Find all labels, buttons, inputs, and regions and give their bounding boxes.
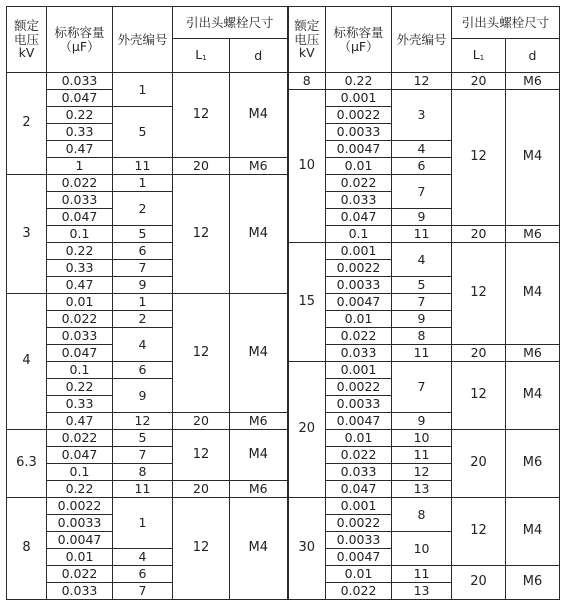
l1-cell: 12 (173, 430, 230, 481)
case-cell: 8 (113, 464, 173, 481)
capacity-cell: 0.022 (47, 175, 113, 192)
d-cell: M4 (230, 175, 288, 294)
capacity-cell: 0.0047 (326, 549, 392, 566)
case-cell: 4 (113, 328, 173, 362)
capacity-cell: 0.22 (47, 243, 113, 260)
l1-cell: 20 (452, 430, 506, 498)
capacity-cell: 0.0033 (326, 277, 392, 294)
d-cell: M4 (506, 498, 560, 566)
capacity-cell: 0.01 (326, 430, 392, 447)
case-cell: 11 (392, 226, 452, 243)
voltage-cell: 10 (288, 90, 326, 243)
capacity-cell: 1 (47, 158, 113, 175)
case-cell: 8 (392, 328, 452, 345)
capacity-cell: 0.0022 (326, 260, 392, 277)
l1-cell: 12 (173, 175, 230, 294)
case-cell: 13 (392, 583, 452, 600)
capacity-cell: 0.33 (47, 396, 113, 413)
header-bolt-size: 引出头螺栓尺寸 (452, 7, 560, 39)
case-cell: 9 (392, 209, 452, 226)
capacity-cell: 0.0033 (326, 124, 392, 141)
header-capacity: 标称容量 （μF） (47, 7, 113, 73)
capacity-cell: 0.022 (326, 175, 392, 192)
capacity-cell: 0.047 (47, 209, 113, 226)
case-cell: 6 (113, 566, 173, 583)
header-case-number: 外壳编号 (113, 7, 173, 73)
d-cell: M4 (506, 90, 560, 226)
case-cell: 12 (392, 73, 452, 90)
capacitor-spec-table (6, 6, 560, 600)
l1-cell: 12 (452, 90, 506, 226)
header-d: d (506, 39, 560, 73)
capacity-cell: 0.0047 (326, 141, 392, 158)
case-cell: 4 (113, 549, 173, 566)
capacity-cell: 0.1 (326, 226, 392, 243)
case-cell: 11 (392, 345, 452, 362)
capacity-cell: 0.0047 (47, 532, 113, 549)
case-cell: 8 (392, 498, 452, 532)
case-cell: 11 (113, 158, 173, 175)
case-cell: 5 (113, 107, 173, 158)
capacity-cell: 0.47 (47, 141, 113, 158)
case-cell: 13 (392, 481, 452, 498)
voltage-cell: 8 (288, 73, 326, 90)
capacity-cell: 0.001 (326, 498, 392, 515)
case-cell: 7 (113, 583, 173, 600)
case-cell: 1 (113, 175, 173, 192)
capacity-cell: 0.033 (326, 192, 392, 209)
case-cell: 9 (113, 379, 173, 413)
voltage-cell: 20 (288, 362, 326, 498)
case-cell: 6 (392, 158, 452, 175)
capacity-cell: 0.33 (47, 124, 113, 141)
voltage-cell: 4 (7, 294, 47, 430)
case-cell: 9 (113, 277, 173, 294)
capacity-cell: 0.33 (47, 260, 113, 277)
capacity-cell: 0.047 (326, 209, 392, 226)
voltage-cell: 6.3 (7, 430, 47, 498)
l1-cell: 20 (452, 226, 506, 243)
header-capacity: 标称容量 （μF） (326, 7, 392, 73)
case-cell: 3 (392, 90, 452, 141)
capacity-cell: 0.1 (47, 464, 113, 481)
capacity-cell: 0.0033 (326, 396, 392, 413)
capacity-cell: 0.01 (326, 566, 392, 583)
capacity-cell: 0.01 (326, 158, 392, 175)
d-cell: M6 (506, 566, 560, 600)
case-cell: 7 (113, 260, 173, 277)
capacity-cell: 0.0033 (47, 515, 113, 532)
l1-cell: 20 (173, 481, 230, 498)
d-cell: M6 (506, 226, 560, 243)
capacity-cell: 0.022 (47, 566, 113, 583)
d-cell: M4 (230, 498, 288, 600)
d-cell: M6 (506, 345, 560, 362)
case-cell: 2 (113, 192, 173, 226)
capacity-cell: 0.01 (47, 294, 113, 311)
voltage-cell: 30 (288, 498, 326, 600)
capacity-cell: 0.0022 (326, 515, 392, 532)
d-cell: M4 (230, 294, 288, 413)
capacity-cell: 0.1 (47, 362, 113, 379)
case-cell: 5 (113, 226, 173, 243)
case-cell: 11 (392, 447, 452, 464)
l1-cell: 20 (173, 158, 230, 175)
capacity-cell: 0.001 (326, 90, 392, 107)
case-cell: 4 (392, 243, 452, 277)
capacity-cell: 0.022 (326, 328, 392, 345)
l1-cell: 12 (173, 73, 230, 158)
case-cell: 7 (392, 294, 452, 311)
case-cell: 5 (113, 430, 173, 447)
capacity-cell: 0.033 (47, 583, 113, 600)
capacity-cell: 0.022 (326, 583, 392, 600)
capacity-cell: 0.001 (326, 362, 392, 379)
case-cell: 10 (392, 532, 452, 566)
case-cell: 6 (113, 362, 173, 379)
header-voltage: 额定 电压 kV (288, 7, 326, 73)
capacity-cell: 0.047 (47, 447, 113, 464)
case-cell: 7 (113, 447, 173, 464)
capacity-cell: 0.047 (47, 90, 113, 107)
case-cell: 7 (392, 175, 452, 209)
case-cell: 10 (392, 430, 452, 447)
case-cell: 9 (392, 413, 452, 430)
capacity-cell: 0.001 (326, 243, 392, 260)
l1-cell: 12 (452, 243, 506, 345)
capacity-cell: 0.033 (47, 73, 113, 90)
d-cell: M6 (230, 158, 288, 175)
capacity-cell: 0.0033 (326, 532, 392, 549)
capacity-cell: 0.033 (326, 464, 392, 481)
voltage-cell: 15 (288, 243, 326, 362)
d-cell: M6 (230, 481, 288, 498)
header-l1: $L_1$ (173, 39, 230, 73)
d-cell: M4 (230, 430, 288, 481)
capacity-cell: 0.0047 (326, 413, 392, 430)
capacity-cell: 0.22 (326, 73, 392, 90)
d-cell: M4 (506, 243, 560, 345)
capacity-cell: 0.0022 (47, 498, 113, 515)
case-cell: 12 (113, 413, 173, 430)
case-cell: 1 (113, 294, 173, 311)
case-cell: 4 (392, 141, 452, 158)
capacity-cell: 0.0022 (326, 107, 392, 124)
l1-cell: 20 (173, 413, 230, 430)
capacity-cell: 0.022 (47, 311, 113, 328)
capacity-cell: 0.047 (326, 481, 392, 498)
case-cell: 9 (392, 311, 452, 328)
header-voltage: 额定 电压 kV (7, 7, 47, 73)
voltage-cell: 2 (7, 73, 47, 175)
d-cell: M4 (506, 362, 560, 430)
header-l1: $L_1$ (452, 39, 506, 73)
l1-cell: 12 (452, 498, 506, 566)
capacity-cell: 0.033 (326, 345, 392, 362)
case-cell: 11 (392, 566, 452, 583)
capacity-cell: 0.1 (47, 226, 113, 243)
case-cell: 6 (113, 243, 173, 260)
capacity-cell: 0.01 (326, 311, 392, 328)
case-cell: 5 (392, 277, 452, 294)
header-case-number: 外壳编号 (392, 7, 452, 73)
case-cell: 1 (113, 73, 173, 107)
capacity-cell: 0.0047 (326, 294, 392, 311)
case-cell: 12 (392, 464, 452, 481)
capacity-cell: 0.22 (47, 107, 113, 124)
l1-cell: 20 (452, 566, 506, 600)
header-d: d (230, 39, 288, 73)
capacity-cell: 0.033 (47, 328, 113, 345)
case-cell: 11 (113, 481, 173, 498)
l1-cell: 12 (173, 294, 230, 413)
spec-table-container (6, 6, 559, 599)
d-cell: M6 (506, 430, 560, 498)
capacity-cell: 0.22 (47, 379, 113, 396)
capacity-cell: 0.47 (47, 277, 113, 294)
capacity-cell: 0.022 (326, 447, 392, 464)
d-cell: M6 (230, 413, 288, 430)
capacity-cell: 0.047 (47, 345, 113, 362)
capacity-cell: 0.22 (47, 481, 113, 498)
d-cell: M4 (230, 73, 288, 158)
header-bolt-size: 引出头螺栓尺寸 (173, 7, 288, 39)
voltage-cell: 8 (7, 498, 47, 600)
capacity-cell: 0.0022 (326, 379, 392, 396)
l1-cell: 12 (452, 362, 506, 430)
l1-cell: 20 (452, 345, 506, 362)
capacity-cell: 0.01 (47, 549, 113, 566)
capacity-cell: 0.033 (47, 192, 113, 209)
l1-cell: 12 (173, 498, 230, 600)
d-cell: M6 (506, 73, 560, 90)
case-cell: 7 (392, 362, 452, 413)
case-cell: 2 (113, 311, 173, 328)
capacity-cell: 0.47 (47, 413, 113, 430)
case-cell: 1 (113, 498, 173, 549)
voltage-cell: 3 (7, 175, 47, 294)
capacity-cell: 0.022 (47, 430, 113, 447)
l1-cell: 20 (452, 73, 506, 90)
